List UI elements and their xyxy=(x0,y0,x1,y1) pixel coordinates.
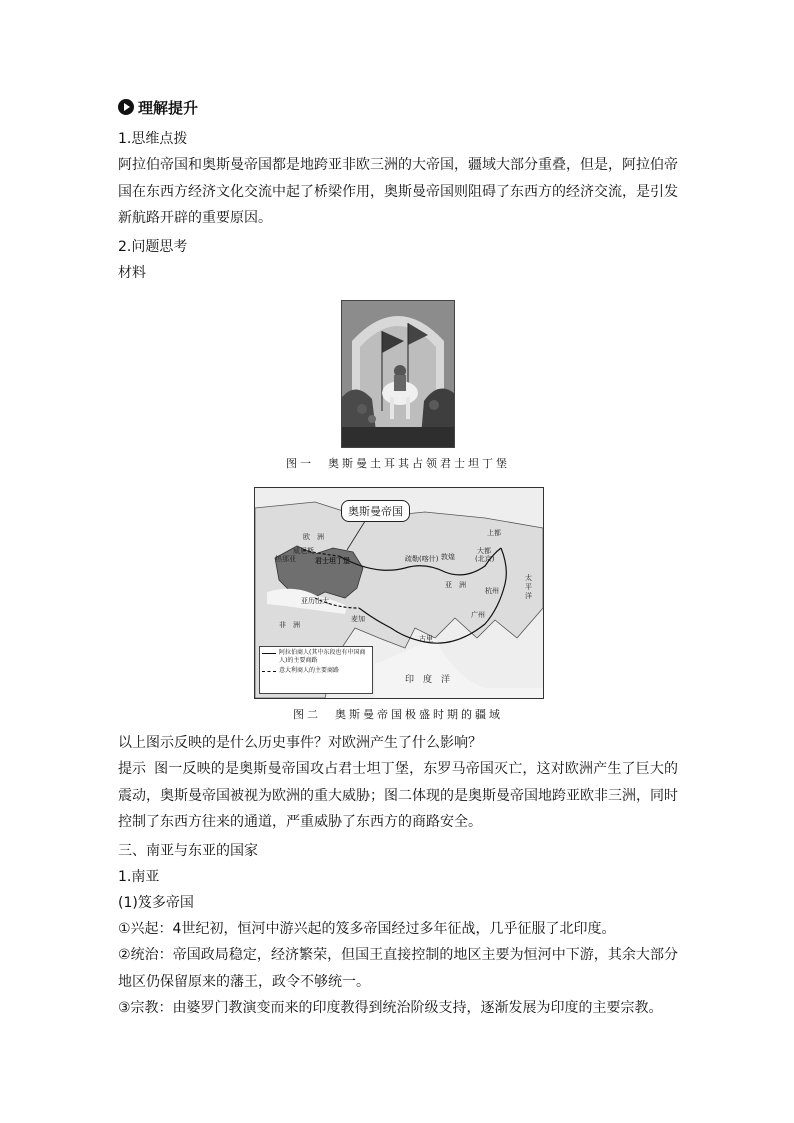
figure1-painting xyxy=(342,301,454,447)
map-label-shangdu: 上都 xyxy=(487,528,501,537)
figure2-caption: 图二 奥斯曼帝国极盛时期的疆域 xyxy=(293,707,503,721)
legend-dashed-line-icon xyxy=(262,671,276,672)
map-label-calicut: 古里 xyxy=(419,634,433,643)
map-label-venice: 威尼斯 xyxy=(293,546,314,555)
legend-row-dashed xyxy=(260,665,372,675)
map-label-constantinople: 君士坦丁堡 xyxy=(315,556,350,565)
map-label-dadu: 大都 xyxy=(477,546,491,555)
map-label-alexandria: 亚历山大 xyxy=(301,596,329,605)
figure1-image xyxy=(341,300,455,448)
part3-title: 三、南亚与东亚的国家 xyxy=(118,842,258,859)
question-title: 2.问题思考 xyxy=(118,238,188,255)
map-label-africa: 非 洲 xyxy=(279,620,300,629)
hint xyxy=(118,756,678,836)
play-icon xyxy=(118,99,134,115)
map-label-asia: 亚 洲 xyxy=(445,580,466,589)
map-label-europe: 欧 洲 xyxy=(303,532,324,541)
map-label-mecca: 麦加 xyxy=(351,614,365,623)
map-label-pacific: 太平洋 xyxy=(525,573,532,600)
question-prompt: 以上图示反映的是什么历史事件？对欧洲产生了什么影响？ xyxy=(118,734,482,751)
figure1-caption: 图一 奥斯曼土耳其占领君士坦丁堡 xyxy=(286,456,510,470)
point-text: 阿拉伯帝国和奥斯曼帝国都是地跨亚非欧三洲的大帝国，疆域大部分重叠，但是，阿拉伯帝国在东西方经济文化交流中起了桥梁作用，奥斯曼帝国则阻碍了东西方的经济交流，是引发新航路开辟的重要原因。 xyxy=(118,157,678,226)
figure2-map xyxy=(254,487,544,699)
material-label: 材料 xyxy=(118,264,146,281)
map-label-hangzhou: 杭州 xyxy=(485,586,499,595)
map-label-guangzhou: 广州 xyxy=(471,610,485,619)
part3-item: ②统治：帝国政局稳定，经济繁荣，但国王直接控制的地区主要为恒河中下游，其余大部分地区仍保留原来的藩王，政令不够统一。 xyxy=(118,947,678,990)
map-label-indian-ocean: 印 度 洋 xyxy=(405,674,451,685)
section-heading xyxy=(118,96,678,118)
page-content xyxy=(118,96,678,1022)
map-callout: 奥斯曼帝国 xyxy=(341,500,410,522)
hint-label: 提示 xyxy=(118,761,146,777)
point-title: 1.思维点拨 xyxy=(118,131,188,147)
legend-solid-text: 阿拉伯商人(其中东段也有中国商人)的主要商路 xyxy=(279,648,366,664)
legend-solid-line-icon xyxy=(262,653,276,654)
map-label-kashgar: 疏勒(喀什) xyxy=(405,554,439,563)
part3-sub1-1: (1)笈多帝国 xyxy=(118,894,194,911)
map-label-genoa: 热那亚 xyxy=(275,554,296,563)
map-legend xyxy=(259,646,373,694)
map-label-dadu-beijing: (北京) xyxy=(475,554,495,563)
part3-sub1: 1.南亚 xyxy=(118,868,160,885)
hint-text: 图一反映的是奥斯曼帝国攻占君士坦丁堡，东罗马帝国灭亡，这对欧洲产生了巨大的震动，奥斯曼帝国被视为欧洲的重大威胁；图二体现的是奥斯曼帝国地跨亚欧非三洲，同时控制了东西方往来的通道，严重威胁了东西方的商路安全。 xyxy=(118,761,678,830)
part3-item: ①兴起：4世纪初，恒河中游兴起的笈多帝国经过多年征战，几乎征服了北印度。 xyxy=(118,920,616,937)
legend-dashed-text: 意大利商人的主要商路 xyxy=(279,666,340,674)
section-heading-text: 理解提升 xyxy=(138,98,199,117)
part3-item: ③宗教：由婆罗门教演变而来的印度教得到统治阶级支持，逐渐发展为印度的主要宗教。 xyxy=(118,1000,663,1016)
legend-row-solid xyxy=(260,647,372,665)
map-label-dunhuang: 敦煌 xyxy=(441,552,455,561)
